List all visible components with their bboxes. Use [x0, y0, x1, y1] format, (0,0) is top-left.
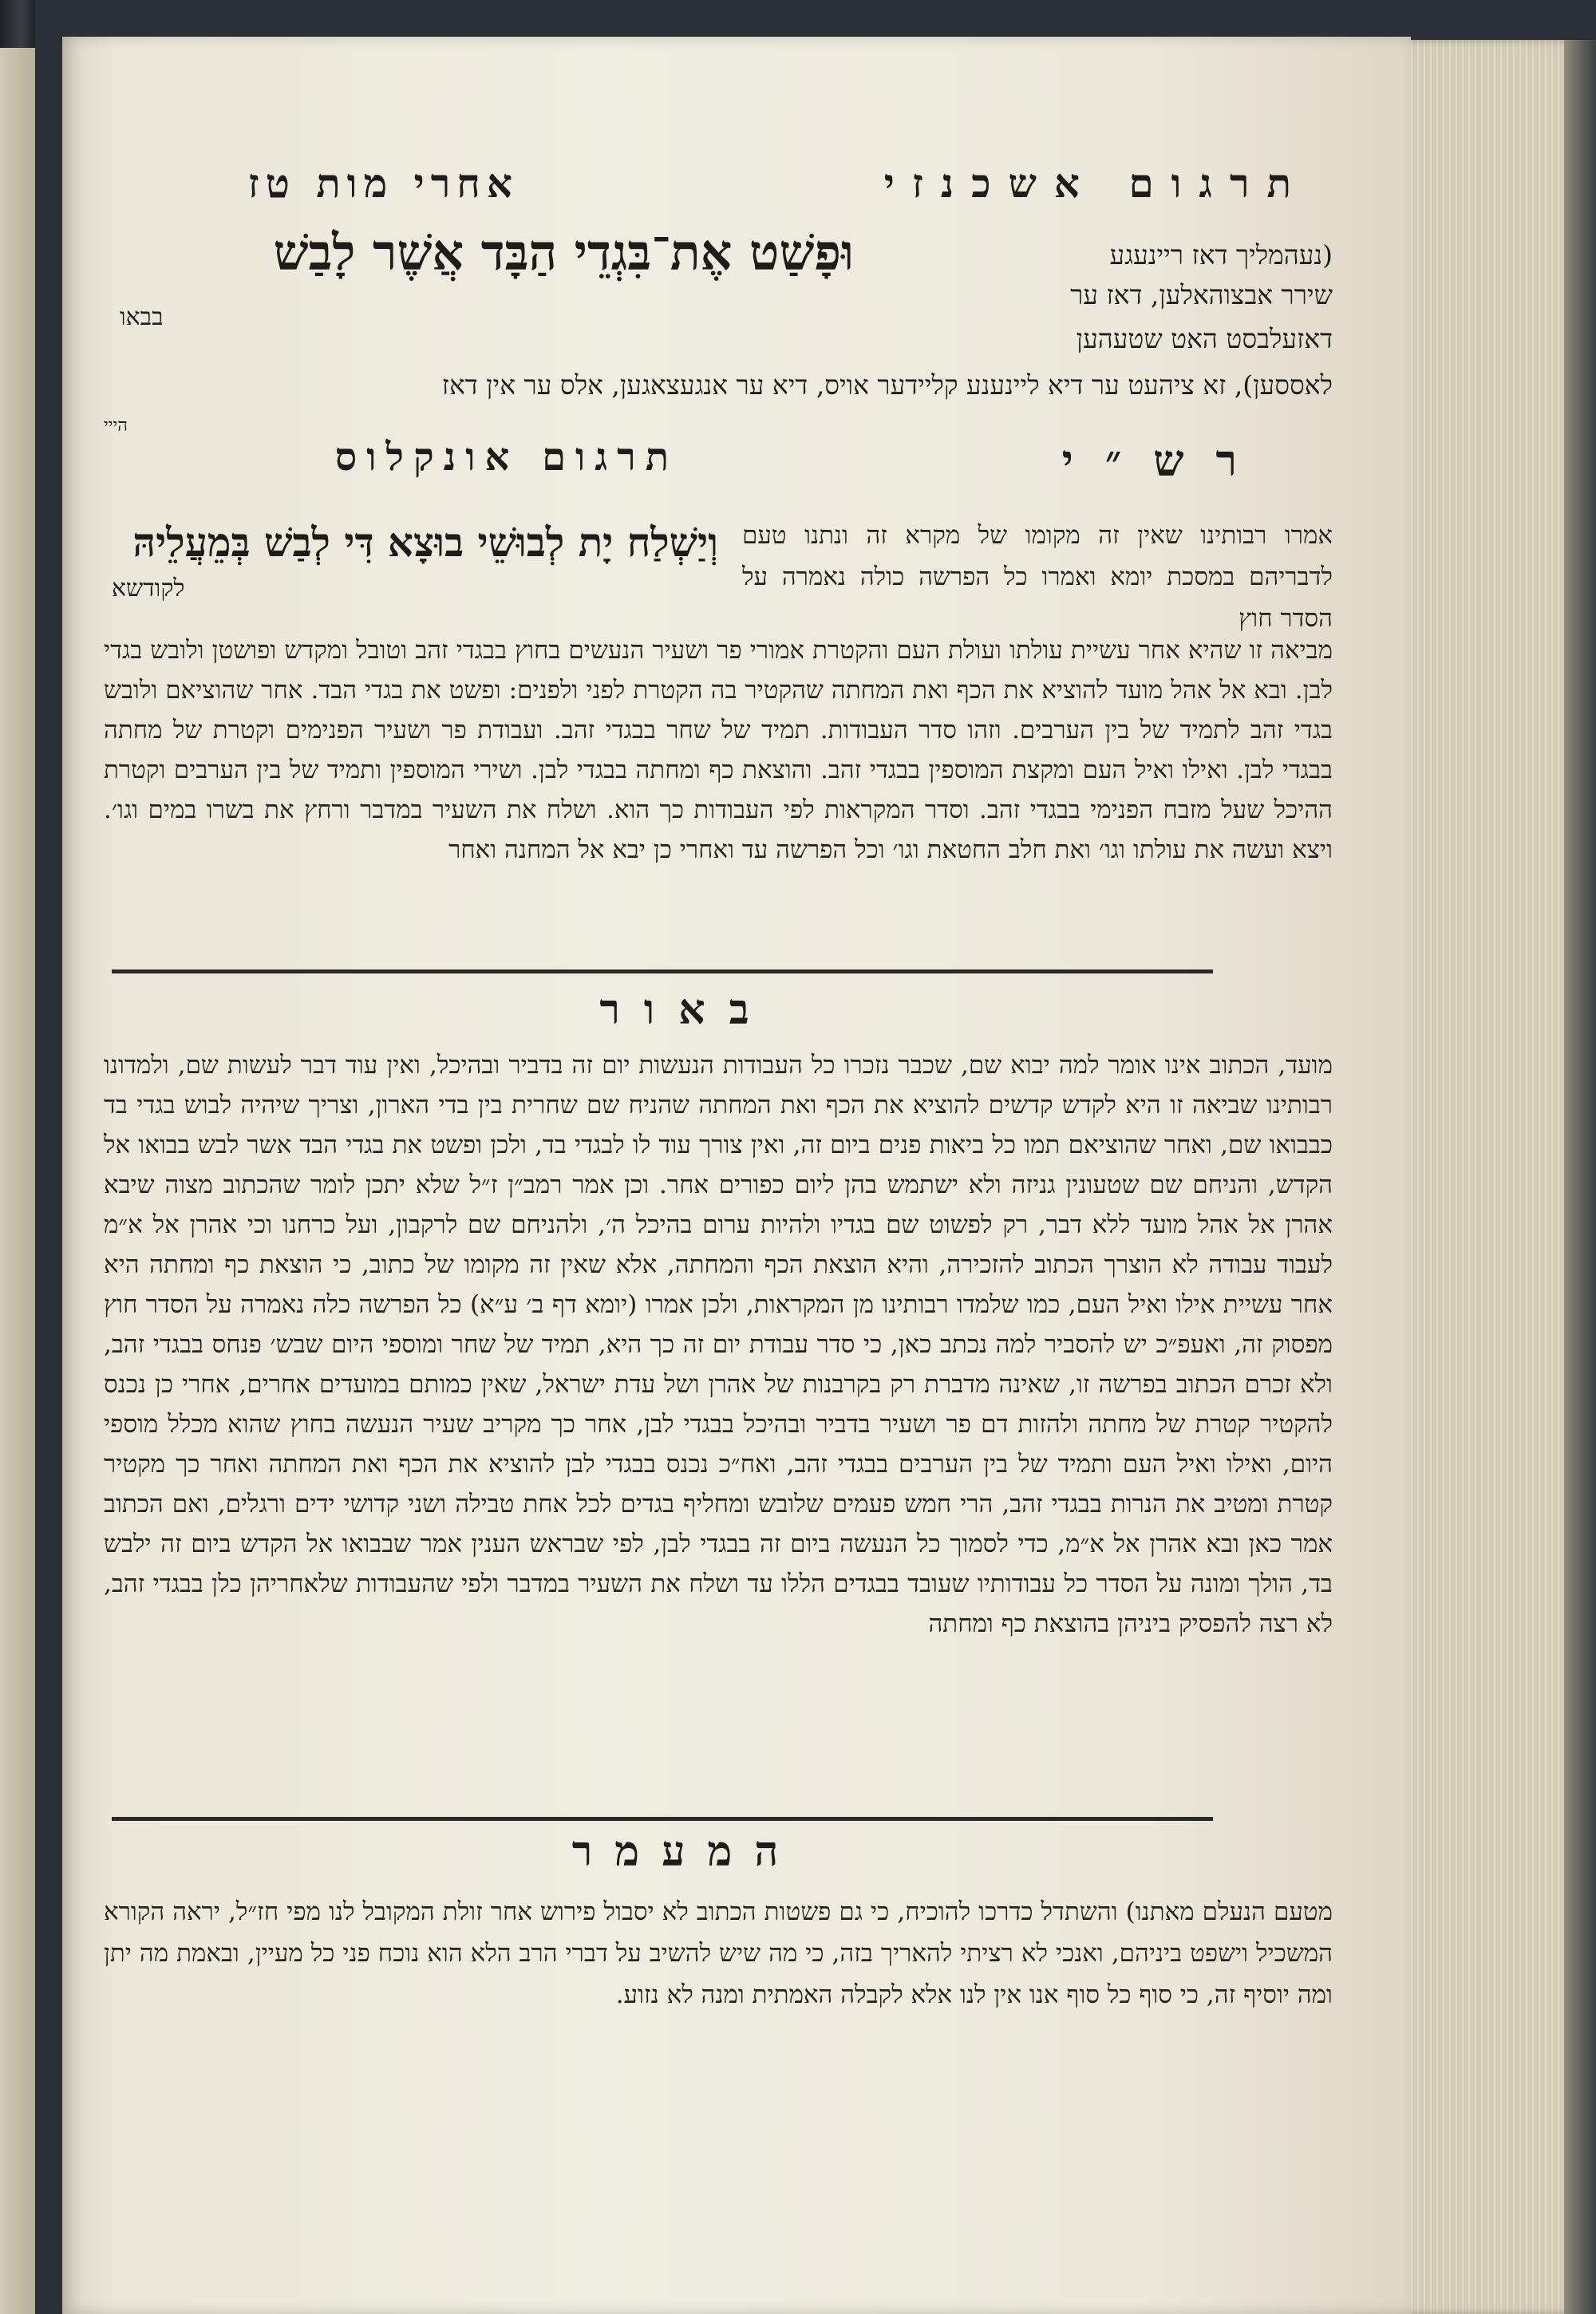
rashi-commentary-top — [742, 515, 1333, 639]
translation-line-2: שירר אבצוהאלען, דאז ער — [1070, 279, 1333, 310]
section-divider — [112, 969, 1213, 973]
translation-line-5: הייי — [104, 416, 128, 436]
onkelos-header: תרגום אונקלוס — [334, 435, 678, 480]
rashi-header: רש״י — [1061, 435, 1269, 486]
verse-continuation: בבאו — [120, 303, 164, 331]
book-edge-shadow — [1564, 40, 1596, 2314]
onkelos-continuation: לקודשא — [112, 575, 185, 602]
beur-paragraph: מועד, הכתוב אינו אומר למה יבוא שם, שכבר נזכרו כל העבודות הנעשות יום זה בדביר ובהיכל, ואין עוד דבר לעשות שם, ולמדונו רבותינו שביאה זו היא לקדש קדשים להוציא את הכף ואת המחתה שהניח שם שחרית בין בדי הארון, וצריך שיהיה לבוש בגדי בד כבבואו שם, ואחר שהוציאם תמו כל ביאות פנים ביום זה, ואין צורך עוד לו לבגדי בד, ולכן ופשט את בגדי הבד אשר לבש בבואו אל הקדש, והניחם שם שטעונין גניזה ולא ישתמש בהן ליום כפורים אחר. וכן אמר רמב״ן ז״ל שלא יתכן לומר שהכתוב מצוה שיבא אהרן אל אהל מועד ללא דבר, רק לפשוט שם בגדיו ולהיות ערום בהיכל ה׳, ולהניחם שם לרקבון, ועל כרחנו וכי אהרן אל א״מ לעבוד עבודה לא הוצרך הכתוב להזכירה, והיא הוצאת הכף והמחתה, אלא שאין זה מקומו של כתוב, כי הוצאת כף ומחתה היא אחר עשיית אילו ואיל העם, כמו שלמדו רבותינו מן המקראות, ולכן אמרו (יומא דף ב׳ ע״א) כל הפרשה כלה נאמרה על הסדר חוץ מפסוק זה, ואעפ״כ יש להסביר למה נכתב כאן, כי סדר עבודת יום זה כך היא, תמיד של שחר ומוספי היום שבש׳ פנחס בבגדי זהב, ולא זכרם הכתוב בפרשה זו, שאינה מדברת רק בקרבנות של אהרן ושל עדת ישראל, שאין כמותם במועדים אחרים, אחרי כן נכנס להקטיר קטרת של מחתה ולהזות דם פר ושעיר בדביר ובהיכל בבגדי לבן, אחר כך מקריב שעיר הנעשה בחוץ שהוא מכלל מוספי היום, ואילו ואיל העם ותמיד של בין הערבים בבגדי זהב, ואח״כ נכנס בבגדי לבן להוציא את הכף ואת המחתה ואחר כך מקטיר קטרת ומטיב את הנרות בבגדי זהב, הרי חמש פעמים שלובש ומחליף בגדים לכל אחת טבילה ושני קדושי ידים ורגלים, ואם הכתוב אמר כאן ובא אהרן אל א״מ, כדי לסמוך כל הנעשה ביום זה בבגדי לבן, לפי שבראש הענין אמר שבבואו אל הקדש ביום זה ילבש בד, הולך ומונה על הסדר כל עבודותיו שעובד בבגדים הללו עד ושלח את השעיר במדבר ולפי שהעבודות שלאחריהן כלן בבגדי זהב, לא רצה להפסיק ביניהן בהוצאת כף ומחתה — [104, 1051, 1333, 1638]
rashi-commentary — [104, 630, 1333, 870]
rashi-paragraph-top: אמרו רבותינו שאין זה מקומו של מקרא זה ונתנו טעם לדבריהם במסכת יומא ואמרו כל הפרשה כולה נאמרה על הסדר חוץ — [742, 521, 1333, 633]
section-divider — [112, 1817, 1213, 1821]
beur-commentary — [104, 1045, 1333, 1644]
translation-line-4: לאססען), זא ציהעט ער דיא ליינענע קליידער אויס, דיא ער אנגעצאגען, אלס ער אין דאז — [441, 369, 1333, 401]
meamar-heading: המעמר — [571, 1827, 801, 1876]
page-stack-edge — [1389, 40, 1572, 2314]
targum-ashkenazi-title: תרגום אשכנזי — [883, 160, 1309, 207]
meamar-commentary — [104, 1891, 1333, 2016]
beur-heading: באור — [599, 985, 773, 1034]
facing-page-edge — [0, 48, 35, 2314]
parasha-title: אחרי מות טז — [247, 160, 519, 207]
translation-line-3: דאזעלבסט האט שטעהען — [1076, 323, 1333, 354]
rashi-paragraph: מביאה זו שהיא אחר עשיית עולתו ועולת העם והקטרת אמורי פר ושעיר הנעשים בחוץ בבגדי זהב וטובל ומקדש ופושטן ולובש בגדי לבן. ובא אל אהל מועד להוציא את הכף ואת המחתה שהקטיר בה הקטרת לפני ולפנים: ופשט את בגדי הבד. אחר שהוציאם ולובש בגדי זהב לתמיד של בין הערבים. וזהו סדר העבודות. תמיד של שחר בבגדי זהב. ועבודת פר ושעיר הפנימים וקטרת של מחתה בבגדי לבן. ואילו ואיל העם ומקצת המוספין בבגדי זהב. והוצאת כף ומחתה בבגדי לבן. ושירי המוספין ותמיד של בין הערבים וקטרת ההיכל שעל מזבח הפנימי בבגדי זהב. וסדר המקראות לפי העבודות כך הוא. ושלח את השעיר במדבר ורחץ את בשרו במים וגו׳. ויצא ועשה את עולתו וגו׳ ואת חלב החטאת וגו׳ וכל הפרשה עד ואחרי כן יבא אל המחנה ואחר — [104, 636, 1333, 864]
verse-text: וּפָשַׁט אֶת־בִּגְדֵי הַבָּד אֲשֶׁר לָבַשׁ — [273, 223, 854, 282]
translation-line-1: (נעהמליך דאז ריינעגע — [1109, 239, 1333, 270]
onkelos-text: וְיַשְׁלַח יָת לְבוּשֵׁי בוּצָא דִּי לְבַשׁ בְּמֵעֲלֵיהּ — [132, 519, 718, 566]
meamar-paragraph: מטעם הנעלם מאתנו) והשתדל כדרכו להוכיח, כי גם פשטות הכתוב לא יסבול פירוש אחר זולת המקובל לנו מפי חז״ל, יראה הקורא המשכיל וישפט ביניהם, ואנכי לא רציתי להאריך בזה, כי מה שיש להשיב על דברי הרב הלא הוא נוכח פני כל מעיין, ובאמת מה יתן ומה יוסיף זה, כי סוף כל סוף אנו אין לנו אלא לקבלה האמתית ומנה לא נזוע. — [104, 1897, 1333, 2009]
